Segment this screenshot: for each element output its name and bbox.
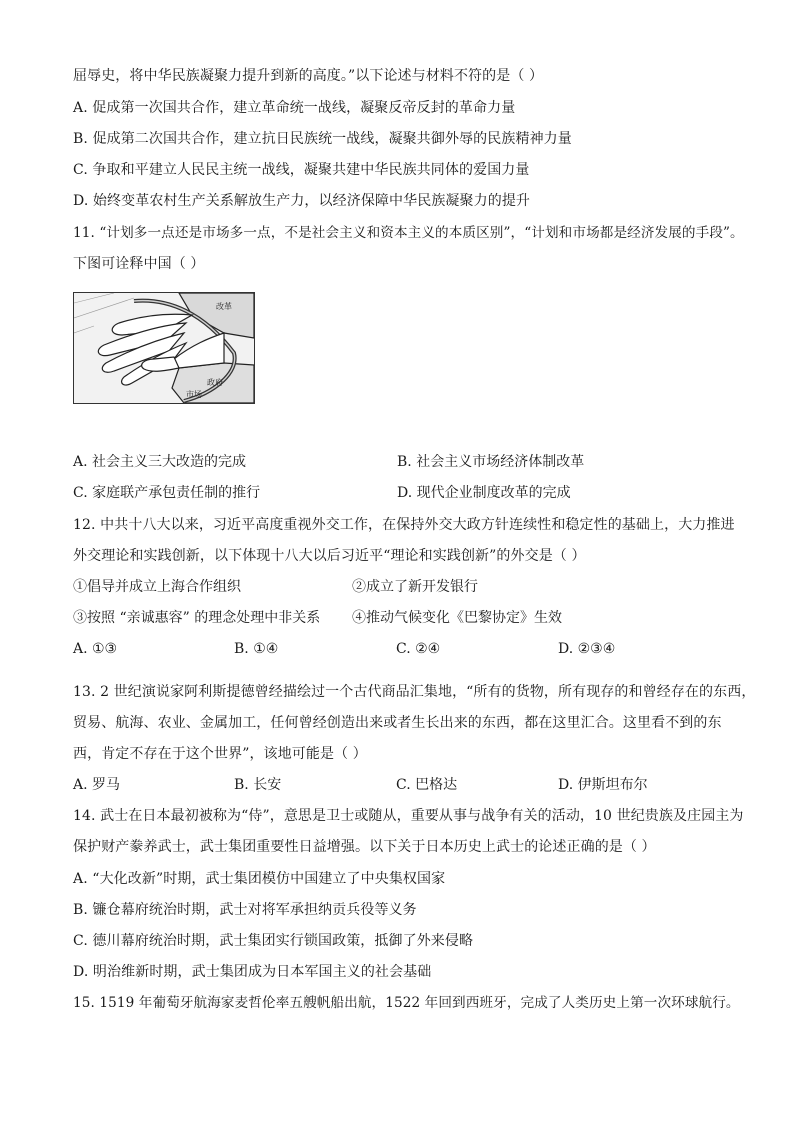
- q14-option-c: C. 德川幕府统治时期，武士集团实行锁国政策，抵御了外来侵略: [73, 933, 474, 949]
- q12-item-2: ②成立了新开发银行: [352, 579, 478, 595]
- q11-option-b: B. 社会主义市场经济体制改革: [397, 454, 585, 470]
- q13-option-b: B. 长安: [234, 777, 282, 793]
- q15-stem-line-1: 15. 1519 年葡萄牙航海家麦哲伦率五艘帆船出航，1522 年回到西班牙，完成了人类历史上第一次环球航行。: [73, 995, 740, 1011]
- q12-stem-line-1: 12. 中共十八大以来，习近平高度重视外交工作，在保持外交大政方针连续性和稳定性的基础上，大力推进: [73, 517, 735, 533]
- q13-option-a: A. 罗马: [73, 777, 121, 793]
- q14-option-d: D. 明治维新时期，武士集团成为日本军国主义的社会基础: [73, 964, 432, 980]
- q11-option-c: C. 家庭联产承包责任制的推行: [73, 485, 261, 501]
- q10-stem: 屈辱史，将中华民族凝聚力提升到新的高度。”以下论述与材料不符的是（ ）: [73, 68, 544, 84]
- q13-option-c: C. 巴格达: [396, 777, 458, 793]
- q13-stem-line-2: 贸易、航海、农业、金属加工，任何曾经创造出来或者生长出来的东西，都在这里汇合。这里看不到的东: [73, 715, 722, 731]
- q12-option-d: D. ②③④: [558, 641, 616, 657]
- q12-option-a: A. ①③: [73, 641, 118, 657]
- q10-option-a: A. 促成第一次国共合作，建立革命统一战线，凝聚反帝反封的革命力量: [73, 100, 516, 116]
- q11-stem-line-1: 11. “计划多一点还是市场多一点，不是社会主义和资本主义的本质区别”，“计划和市场都是经济发展的手段”。: [73, 225, 744, 241]
- q10-option-b: B. 促成第二次国共合作，建立抗日民族统一战线，凝聚共御外辱的民族精神力量: [73, 131, 572, 147]
- q12-option-c: C. ②④: [396, 641, 441, 657]
- q13-stem-line-3: 西，肯定不存在于这个世界”，该地可能是（ ）: [73, 746, 367, 762]
- handshake-drawing: [74, 293, 254, 403]
- q14-option-a: A. “大化改新”时期，武士集团模仿中国建立了中央集权国家: [73, 871, 446, 887]
- q12-option-b: B. ①④: [234, 641, 279, 657]
- q11-illustration-handshake: [73, 292, 255, 404]
- q12-item-4: ④推动气候变化《巴黎协定》生效: [352, 610, 562, 626]
- q14-stem-line-1: 14. 武士在日本最初被称为“侍”，意思是卫士或随从，重要从事与战争有关的活动，10 世纪贵族及庄园主为: [73, 808, 744, 824]
- q12-item-3: ③按照 “亲诚惠容” 的理念处理中非关系: [73, 610, 321, 626]
- q13-stem-line-1: 13. 2 世纪演说家阿利斯提德曾经描绘过一个古代商品汇集地，“所有的货物，所有现存的和曾经存在的东西，: [73, 684, 756, 700]
- q13-option-d: D. 伊斯坦布尔: [558, 777, 648, 793]
- q14-stem-line-2: 保护财产豢养武士，武士集团重要性日益增强。以下关于日本历史上武士的论述正确的是（ ）: [73, 839, 656, 855]
- q11-stem-line-2: 下图可诠释中国（ ）: [73, 256, 205, 272]
- q11-option-a: A. 社会主义三大改造的完成: [73, 454, 247, 470]
- q10-option-d: D. 始终变革农村生产关系解放生产力，以经济保障中华民族凝聚力的提升: [73, 193, 531, 209]
- figure-label-market: 市场: [186, 390, 202, 399]
- figure-label-reform: 改革: [216, 302, 232, 311]
- q12-stem-line-2: 外交理论和实践创新，以下体现十八大以后习近平“理论和实践创新”的外交是（ ）: [73, 548, 586, 564]
- figure-label-government: 政府: [207, 378, 223, 387]
- q14-option-b: B. 镰仓幕府统治时期，武士对将军承担纳贡兵役等义务: [73, 902, 417, 918]
- q11-option-d: D. 现代企业制度改革的完成: [397, 485, 571, 501]
- q12-item-1: ①倡导并成立上海合作组织: [73, 579, 241, 595]
- q10-option-c: C. 争取和平建立人民民主统一战线，凝聚共建中华民族共同体的爱国力量: [73, 162, 530, 178]
